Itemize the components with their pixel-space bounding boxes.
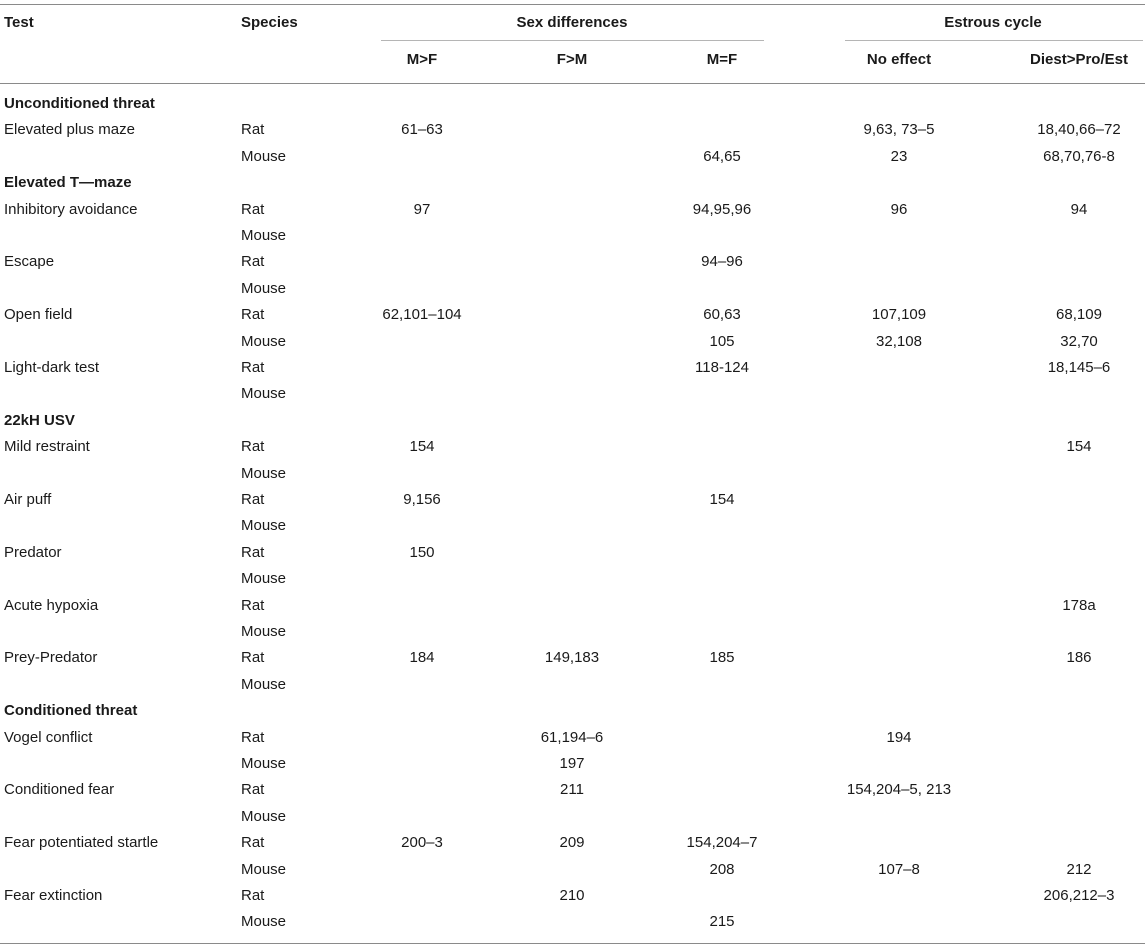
row-value: 97 xyxy=(413,201,431,218)
row-test: Inhibitory avoidance xyxy=(4,201,138,218)
top-rule xyxy=(0,4,1145,5)
header-rule xyxy=(0,83,1145,84)
row-value: 186 xyxy=(1066,649,1092,666)
row-test: Open field xyxy=(4,306,73,323)
row-species: Rat xyxy=(241,253,265,270)
row-test: Elevated plus maze xyxy=(4,121,135,138)
row-value: 62,101–104 xyxy=(382,306,462,323)
row-species: Mouse xyxy=(241,385,287,402)
row-value: 32,70 xyxy=(1060,333,1098,350)
row-value: 178a xyxy=(1062,597,1096,614)
row-value: 64,65 xyxy=(703,148,741,165)
row-value: 154,204–7 xyxy=(686,834,758,851)
row-test: Light-dark test xyxy=(4,359,100,376)
row-value: 61–63 xyxy=(401,121,443,138)
row-test: Mild restraint xyxy=(4,438,90,455)
row-value: 23 xyxy=(890,148,908,165)
row-value: 61,194–6 xyxy=(540,729,604,746)
row-value: 212 xyxy=(1066,861,1092,878)
row-value: 206,212–3 xyxy=(1043,887,1115,904)
row-value: 32,108 xyxy=(876,333,922,350)
bottom-rule xyxy=(0,943,1145,944)
row-species: Mouse xyxy=(241,517,287,534)
row-species: Mouse xyxy=(241,755,287,772)
row-test: Conditioned fear xyxy=(4,781,115,798)
row-value: 215 xyxy=(709,913,735,930)
header-estrous-cycle: Estrous cycle xyxy=(944,14,1042,31)
row-species: Rat xyxy=(241,729,265,746)
row-species: Rat xyxy=(241,781,265,798)
row-value: 68,109 xyxy=(1056,306,1102,323)
row-value: 94,95,96 xyxy=(692,201,752,218)
row-value: 185 xyxy=(709,649,735,666)
row-species: Mouse xyxy=(241,333,287,350)
row-value: 118-124 xyxy=(695,359,749,376)
row-value: 9,63, 73–5 xyxy=(863,121,935,138)
row-value: 68,70,76-8 xyxy=(1043,148,1115,165)
header-species: Species xyxy=(241,14,298,31)
row-species: Rat xyxy=(241,359,265,376)
row-test: Acute hypoxia xyxy=(4,597,99,614)
row-value: 107,109 xyxy=(871,306,927,323)
row-test: Fear extinction xyxy=(4,887,103,904)
row-species: Mouse xyxy=(241,623,287,640)
header-no-effect: No effect xyxy=(866,51,932,68)
row-species: Mouse xyxy=(241,148,287,165)
row-value: 184 xyxy=(409,649,435,666)
header-sex-differences: Sex differences xyxy=(516,14,628,31)
row-value: 154 xyxy=(709,491,735,508)
row-species: Rat xyxy=(241,834,265,851)
row-species: Mouse xyxy=(241,861,287,878)
row-species: Mouse xyxy=(241,808,287,825)
row-species: Rat xyxy=(241,597,265,614)
row-species: Rat xyxy=(241,544,265,561)
section-heading: Elevated T—maze xyxy=(4,174,132,191)
row-species: Mouse xyxy=(241,280,287,297)
row-value: 9,156 xyxy=(403,491,441,508)
row-value: 154,204–5, 213 xyxy=(846,781,952,798)
row-value: 18,40,66–72 xyxy=(1037,121,1121,138)
header-m-eq-f: M=F xyxy=(706,51,738,68)
row-species: Rat xyxy=(241,491,265,508)
row-species: Mouse xyxy=(241,227,287,244)
row-test: Escape xyxy=(4,253,55,270)
row-value: 94 xyxy=(1070,201,1088,218)
row-value: 210 xyxy=(559,887,585,904)
row-value: 154 xyxy=(1066,438,1092,455)
estrous-group-rule xyxy=(845,40,1143,41)
row-value: 209 xyxy=(559,834,585,851)
row-value: 60,63 xyxy=(703,306,741,323)
row-species: Mouse xyxy=(241,676,287,693)
row-value: 94–96 xyxy=(701,253,743,270)
row-test: Prey-Predator xyxy=(4,649,98,666)
row-species: Rat xyxy=(241,438,265,455)
row-test: Air puff xyxy=(4,491,52,508)
row-value: 194 xyxy=(886,729,912,746)
row-value: 208 xyxy=(709,861,735,878)
row-species: Rat xyxy=(241,121,265,138)
row-species: Mouse xyxy=(241,570,287,587)
row-value: 18,145–6 xyxy=(1047,359,1111,376)
row-test: Predator xyxy=(4,544,62,561)
row-species: Mouse xyxy=(241,465,287,482)
row-value: 96 xyxy=(890,201,908,218)
row-value: 154 xyxy=(409,438,435,455)
row-species: Rat xyxy=(241,649,265,666)
header-f-gt-m: F>M xyxy=(556,51,588,68)
section-heading: 22kH USV xyxy=(4,412,75,429)
header-diest: Diest>Pro/Est xyxy=(1030,51,1128,68)
row-test: Vogel conflict xyxy=(4,729,93,746)
row-value: 211 xyxy=(560,781,584,798)
row-value: 150 xyxy=(409,544,435,561)
header-m-gt-f: M>F xyxy=(406,51,438,68)
section-heading: Conditioned threat xyxy=(4,702,138,719)
row-value: 149,183 xyxy=(544,649,600,666)
row-species: Rat xyxy=(241,201,265,218)
row-species: Mouse xyxy=(241,913,287,930)
row-species: Rat xyxy=(241,306,265,323)
row-value: 105 xyxy=(709,333,735,350)
sex-group-rule xyxy=(381,40,764,41)
row-test: Fear potentiated startle xyxy=(4,834,159,851)
header-test: Test xyxy=(4,14,34,31)
row-value: 197 xyxy=(559,755,585,772)
section-heading: Unconditioned threat xyxy=(4,95,155,112)
row-value: 107–8 xyxy=(878,861,920,878)
row-value: 200–3 xyxy=(401,834,443,851)
row-species: Rat xyxy=(241,887,265,904)
